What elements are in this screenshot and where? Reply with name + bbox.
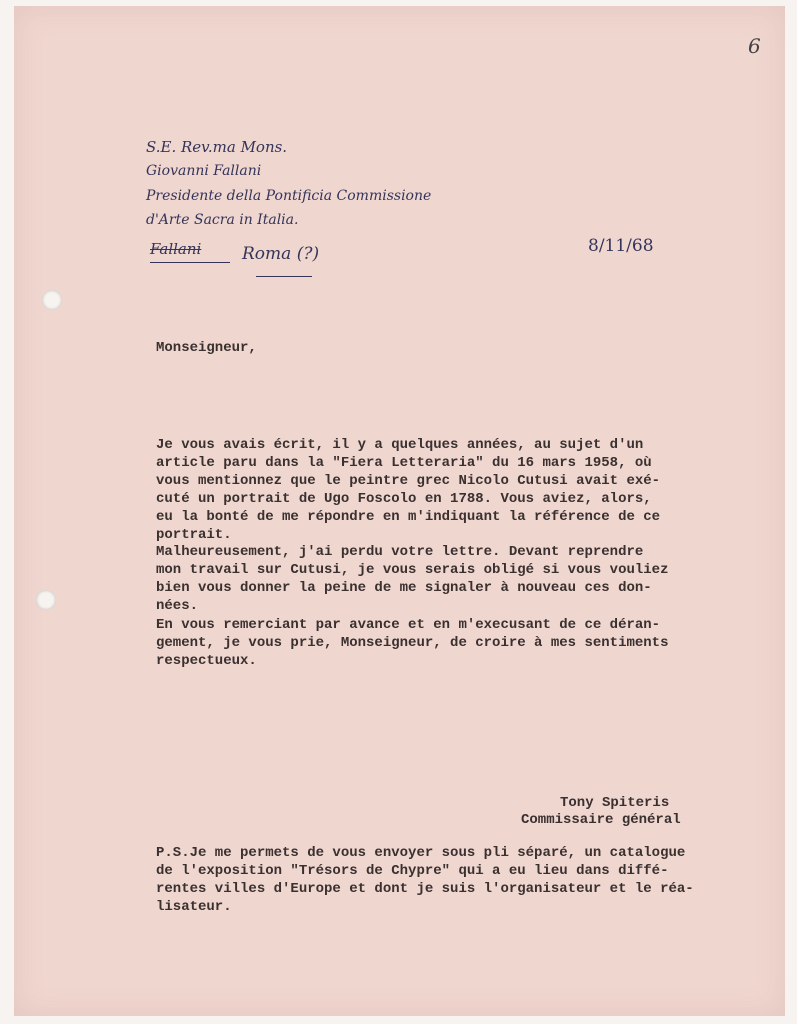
paragraph-line: bien vous donner la peine de me signaler à nouveau ces don- <box>156 580 652 596</box>
postscript-line: rentes villes d'Europe et dont je suis l'organisateur et le réa- <box>156 881 694 897</box>
paragraph-line: eu la bonté de me répondre en m'indiquant la référence de ce <box>156 509 661 525</box>
address-line: Presidente della Pontificia Commissione <box>146 188 432 204</box>
paragraph-line: nées. <box>156 598 199 614</box>
paragraph-line: portrait. <box>156 527 232 543</box>
address-line: Giovanni Fallani <box>146 163 262 179</box>
address-line: d'Arte Sacra in Italia. <box>146 212 299 228</box>
address-line: S.E. Rev.ma Mons. <box>146 138 288 156</box>
paragraph-line: Je vous avais écrit, il y a quelques années, au sujet d'un <box>156 437 644 453</box>
postscript-line: lisateur. <box>156 899 232 915</box>
salutation: Monseigneur, <box>156 340 257 356</box>
underline <box>150 262 230 263</box>
punch-hole <box>36 590 56 610</box>
paragraph-line: mon travail sur Cutusi, je vous serais obligé si vous vouliez <box>156 562 669 578</box>
paragraph-line: gement, je vous prie, Monseigneur, de croire à mes sentiments <box>156 635 669 651</box>
postscript-line: P.S.Je me permets de vous envoyer sous pli séparé, un catalogue <box>156 845 686 861</box>
paragraph-line: vous mentionnez que le peintre grec Nicolo Cutusi avait exé- <box>156 473 661 489</box>
signature-name: Tony Spiteris <box>560 795 670 811</box>
paragraph-line: respectueux. <box>156 653 257 669</box>
struck-name: Fallani <box>150 240 202 258</box>
paragraph-line: cuté un portrait de Ugo Foscolo en 1788. Vous aviez, alors, <box>156 491 652 507</box>
address-city: Roma (?) <box>242 244 320 264</box>
underline <box>256 276 312 277</box>
paragraph-line: article paru dans la "Fiera Letteraria" du 16 mars 1958, où <box>156 455 652 471</box>
page-number: 6 <box>748 34 761 58</box>
punch-hole <box>42 290 62 310</box>
handwritten-date: 8/11/68 <box>588 236 654 256</box>
paragraph-line: Malheureusement, j'ai perdu votre lettre. Devant reprendre <box>156 544 644 560</box>
postscript-line: de l'exposition "Trésors de Chypre" qui a eu lieu dans diffé- <box>156 863 669 879</box>
paragraph-line: En vous remerciant par avance et en m'execusant de ce déran- <box>156 617 661 633</box>
signature-title: Commissaire général <box>521 812 681 828</box>
